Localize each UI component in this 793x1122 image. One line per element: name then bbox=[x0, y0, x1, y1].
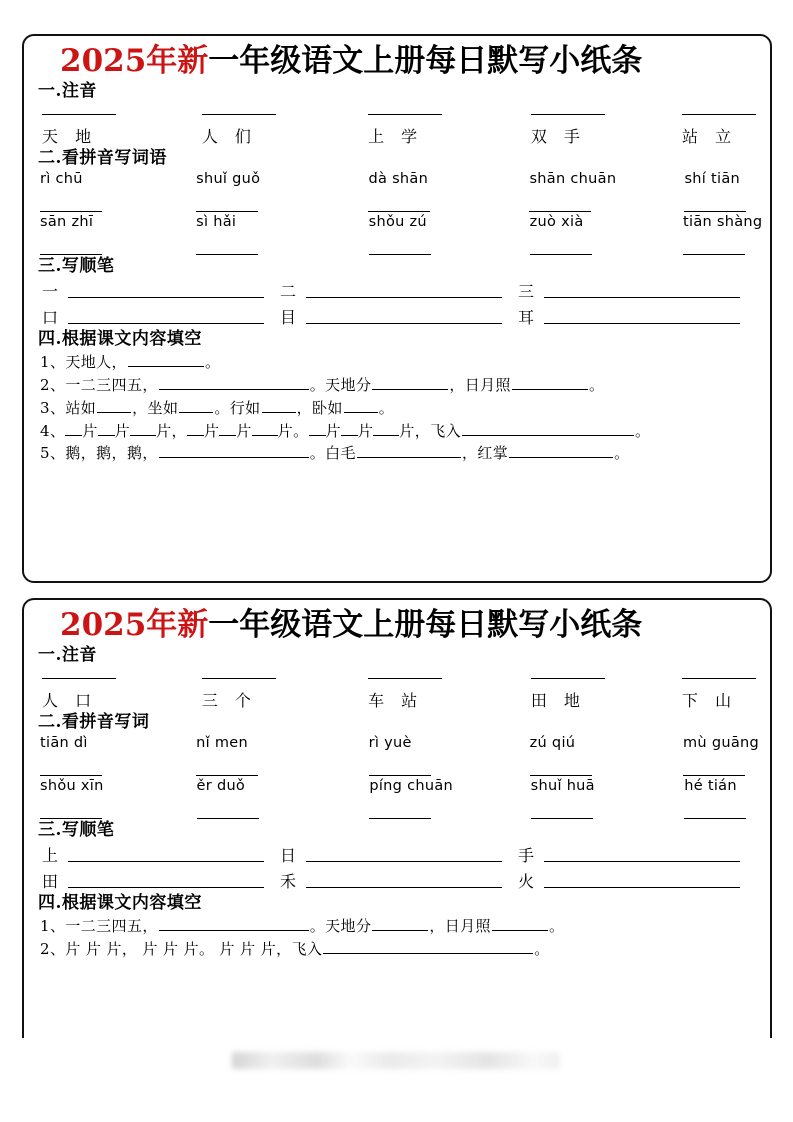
answer-blank[interactable] bbox=[344, 398, 378, 413]
pinyin-cell bbox=[612, 171, 756, 212]
pinyin-cell bbox=[183, 778, 326, 819]
zhuyin-cell bbox=[612, 114, 756, 147]
pinyin-write-rule[interactable] bbox=[202, 678, 276, 679]
item-text: 片 bbox=[114, 421, 131, 440]
pinyin-text: sì hǎi bbox=[196, 213, 237, 230]
stroke-write-line[interactable] bbox=[68, 297, 264, 298]
stroke-write-line[interactable] bbox=[544, 323, 740, 324]
item-text: ，日月照 bbox=[429, 917, 491, 936]
stroke-order-cell bbox=[42, 279, 280, 302]
stroke-character: 二 bbox=[280, 281, 297, 301]
stroke-order-cell bbox=[42, 843, 280, 866]
stroke-character: 田 bbox=[42, 871, 59, 891]
section-heading-fill-2: 四.根据课文内容填空 bbox=[38, 892, 202, 913]
pinyin-text: tiān dì bbox=[40, 734, 88, 751]
item-text: 。 bbox=[614, 444, 630, 463]
item-text: 片 bbox=[358, 421, 374, 440]
pinyin-write-rule[interactable] bbox=[531, 678, 605, 679]
zhuyin-word: 三 个 bbox=[201, 691, 257, 711]
item-text: 。 bbox=[378, 398, 395, 417]
item-text: 片。 bbox=[277, 421, 309, 440]
answer-blank[interactable] bbox=[309, 420, 326, 435]
section-heading-stroke-2: 三.写顺笔 bbox=[38, 819, 115, 840]
answer-blank[interactable] bbox=[492, 916, 548, 931]
pinyin-write-rule[interactable] bbox=[202, 114, 276, 115]
fill-blank-list-1 bbox=[38, 351, 756, 465]
title-year-prefix: 2025年新 bbox=[60, 607, 209, 643]
pinyin-cell bbox=[40, 171, 182, 212]
stroke-character: 日 bbox=[280, 845, 297, 865]
stroke-order-row bbox=[38, 279, 756, 302]
stroke-order-row bbox=[38, 305, 756, 328]
item-number: 3、 bbox=[40, 398, 66, 417]
zhuyin-word: 人 口 bbox=[42, 691, 98, 711]
character-write-line[interactable] bbox=[40, 818, 102, 819]
item-text: 一二三四五， bbox=[65, 376, 158, 395]
stroke-write-line[interactable] bbox=[306, 887, 502, 888]
zhuyin-cell bbox=[42, 114, 184, 147]
pinyin-cell bbox=[611, 734, 759, 776]
section-heading-zhuyin-1: 一.注音 bbox=[38, 80, 97, 101]
character-write-line[interactable] bbox=[684, 818, 746, 819]
answer-blank[interactable] bbox=[357, 443, 461, 458]
section-heading-stroke-1: 三.写顺笔 bbox=[38, 255, 115, 276]
item-number: 4、 bbox=[40, 421, 66, 440]
item-text: 。行如 bbox=[214, 398, 261, 417]
stroke-character: 手 bbox=[518, 845, 535, 865]
pinyin-cell bbox=[469, 778, 613, 819]
item-number: 1、 bbox=[40, 353, 66, 372]
stroke-character: 目 bbox=[280, 307, 297, 327]
answer-blank[interactable] bbox=[373, 420, 399, 435]
pinyin-cell bbox=[40, 735, 182, 776]
pinyin-row bbox=[38, 213, 763, 255]
pinyin-text: dà shān bbox=[368, 170, 429, 187]
stroke-write-line[interactable] bbox=[68, 323, 264, 324]
item-text: ，红掌 bbox=[461, 444, 509, 463]
item-text: ，卧如 bbox=[296, 398, 343, 417]
zhuyin-cell bbox=[469, 114, 612, 147]
character-write-line[interactable] bbox=[40, 254, 102, 255]
zhuyin-word: 站 立 bbox=[682, 127, 738, 147]
character-write-line[interactable] bbox=[369, 818, 431, 819]
stroke-order-cell bbox=[280, 869, 518, 892]
pinyin-cell bbox=[324, 171, 467, 212]
zhuyin-word: 天 地 bbox=[42, 127, 98, 147]
character-write-line[interactable] bbox=[683, 254, 745, 255]
answer-blank[interactable] bbox=[179, 398, 213, 413]
pinyin-cell bbox=[611, 213, 763, 255]
item-text: 片 bbox=[203, 421, 220, 440]
pinyin-write-rule[interactable] bbox=[682, 114, 756, 115]
pinyin-cell bbox=[468, 735, 611, 776]
character-write-line[interactable] bbox=[531, 818, 593, 819]
stroke-write-line[interactable] bbox=[544, 887, 740, 888]
stroke-write-line[interactable] bbox=[306, 861, 502, 862]
zhuyin-word: 田 地 bbox=[530, 691, 586, 711]
character-write-line[interactable] bbox=[530, 775, 592, 776]
item-text: 片，飞入 bbox=[399, 421, 462, 440]
answer-blank[interactable] bbox=[159, 443, 309, 458]
fill-blank-item bbox=[40, 374, 756, 397]
worksheet-card-2 bbox=[22, 598, 772, 1038]
zhuyin-cell bbox=[326, 114, 469, 147]
item-text: 。白毛 bbox=[309, 444, 356, 463]
character-write-line[interactable] bbox=[40, 211, 102, 212]
pinyin-text: zuò xià bbox=[529, 213, 584, 230]
item-text: ，坐如 bbox=[132, 398, 179, 417]
character-write-line[interactable] bbox=[684, 211, 746, 212]
pinyin-cell bbox=[612, 778, 756, 819]
stroke-character: 上 bbox=[42, 845, 59, 865]
answer-blank[interactable] bbox=[462, 420, 634, 435]
zhuyin-word: 双 手 bbox=[530, 127, 586, 147]
stroke-write-line[interactable] bbox=[68, 887, 264, 888]
character-write-line[interactable] bbox=[40, 775, 102, 776]
pinyin-cell bbox=[182, 735, 324, 776]
pinyin-cell bbox=[325, 778, 468, 819]
stroke-order-row bbox=[38, 869, 756, 892]
item-number: 2、 bbox=[40, 376, 66, 395]
answer-blank[interactable] bbox=[130, 420, 156, 435]
answer-blank[interactable] bbox=[159, 375, 309, 390]
item-text: 鹅，鹅，鹅， bbox=[65, 444, 158, 463]
pinyin-text: tiān shàng bbox=[683, 213, 763, 230]
stroke-order-row bbox=[38, 843, 756, 866]
answer-blank[interactable] bbox=[512, 375, 588, 390]
pinyin-block-row2-1 bbox=[38, 213, 763, 255]
item-text: 天地人， bbox=[65, 353, 127, 372]
title-main: 一年级语文上册每日默写小纸条 bbox=[208, 43, 643, 79]
pinyin-row bbox=[38, 778, 756, 819]
blurred-watermark bbox=[232, 1052, 560, 1069]
item-number: 1、 bbox=[40, 917, 66, 936]
stroke-order-cell bbox=[518, 305, 756, 328]
worksheet-title-2 bbox=[38, 608, 756, 643]
pinyin-cell bbox=[468, 214, 611, 255]
pinyin-cell bbox=[40, 778, 183, 819]
fill-blank-item bbox=[40, 351, 756, 374]
stroke-write-line[interactable] bbox=[68, 861, 264, 862]
character-write-line[interactable] bbox=[530, 254, 592, 255]
answer-blank[interactable] bbox=[65, 420, 82, 435]
pinyin-text: shí tiān bbox=[684, 170, 741, 187]
item-text: 。 bbox=[588, 376, 605, 395]
answer-blank[interactable] bbox=[262, 398, 296, 413]
zhuyin-cell bbox=[42, 678, 184, 711]
worksheet-title-1 bbox=[38, 44, 756, 79]
stroke-order-cell bbox=[518, 279, 756, 302]
zhuyin-cell bbox=[612, 678, 756, 711]
section-heading-zhuyin-2: 一.注音 bbox=[38, 644, 97, 665]
answer-blank[interactable] bbox=[252, 420, 278, 435]
zhuyin-cell bbox=[184, 114, 326, 147]
zhuyin-word-row-1 bbox=[38, 114, 756, 147]
stroke-character: 一 bbox=[42, 281, 59, 301]
answer-blank[interactable] bbox=[128, 352, 204, 367]
pinyin-text: shǒu xīn bbox=[40, 777, 104, 794]
answer-blank[interactable] bbox=[509, 443, 613, 458]
answer-blank[interactable] bbox=[159, 916, 309, 931]
item-text: 。 bbox=[635, 421, 651, 440]
character-write-line[interactable] bbox=[196, 775, 258, 776]
fill-blank-item bbox=[40, 442, 756, 465]
pinyin-write-rule[interactable] bbox=[42, 114, 116, 115]
item-text: 片 bbox=[325, 421, 341, 440]
pinyin-text: shān chuān bbox=[529, 170, 617, 187]
answer-blank[interactable] bbox=[372, 375, 448, 390]
pinyin-text: shǒu zú bbox=[368, 213, 427, 230]
section-heading-pinyin-2: 二.看拼音写词 bbox=[38, 712, 150, 733]
character-write-line[interactable] bbox=[196, 254, 258, 255]
pinyin-cell bbox=[325, 735, 468, 776]
stroke-order-cell bbox=[518, 869, 756, 892]
answer-blank[interactable] bbox=[341, 420, 358, 435]
answer-blank[interactable] bbox=[219, 420, 236, 435]
stroke-order-cell bbox=[42, 305, 280, 328]
stroke-order-cell bbox=[518, 843, 756, 866]
item-text: 片 bbox=[236, 421, 252, 440]
zhuyin-word: 上 学 bbox=[368, 127, 424, 147]
item-text: 。 bbox=[204, 353, 221, 372]
zhuyin-cell bbox=[326, 678, 469, 711]
section-heading-fill-1: 四.根据课文内容填空 bbox=[38, 328, 202, 349]
stroke-order-cell bbox=[42, 869, 280, 892]
stroke-write-line[interactable] bbox=[544, 861, 740, 862]
pinyin-row bbox=[38, 171, 756, 212]
answer-blank[interactable] bbox=[97, 398, 131, 413]
character-write-line[interactable] bbox=[369, 254, 431, 255]
pinyin-text: sān zhī bbox=[40, 213, 94, 230]
stroke-write-line[interactable] bbox=[544, 297, 740, 298]
item-text: 。 bbox=[548, 917, 565, 936]
pinyin-block-row1-1 bbox=[38, 171, 756, 212]
pinyin-block-row1-2 bbox=[38, 734, 759, 776]
stroke-order-cell bbox=[280, 279, 518, 302]
stroke-write-line[interactable] bbox=[306, 297, 502, 298]
pinyin-text: hé tián bbox=[684, 777, 737, 794]
item-text: 一二三四五， bbox=[65, 917, 158, 936]
pinyin-text: píng chuān bbox=[369, 777, 453, 794]
stroke-character: 口 bbox=[42, 307, 59, 327]
pinyin-block-row2-2 bbox=[38, 778, 756, 819]
stroke-write-line[interactable] bbox=[306, 323, 502, 324]
zhuyin-word: 下 山 bbox=[682, 691, 738, 711]
fill-blank-item bbox=[40, 420, 756, 443]
answer-blank[interactable] bbox=[98, 420, 115, 435]
pinyin-write-rule[interactable] bbox=[682, 678, 756, 679]
stroke-character: 禾 bbox=[280, 871, 297, 891]
section-heading-pinyin-1: 二.看拼音写词语 bbox=[38, 148, 167, 169]
pinyin-cell bbox=[40, 214, 182, 255]
stroke-character: 耳 bbox=[518, 307, 535, 327]
pinyin-text: shuǐ guǒ bbox=[196, 170, 261, 187]
stroke-character: 火 bbox=[518, 871, 535, 891]
item-text: ，日月照 bbox=[449, 376, 511, 395]
character-write-line[interactable] bbox=[683, 775, 745, 776]
stroke-order-cell bbox=[280, 843, 518, 866]
pinyin-text: ěr duǒ bbox=[196, 777, 246, 794]
item-text: 片， bbox=[156, 421, 187, 440]
zhuyin-word: 车 站 bbox=[368, 691, 424, 711]
item-text: 。天地分 bbox=[309, 917, 372, 936]
fill-blank-list-2 bbox=[38, 915, 756, 961]
item-text: 片 片 片， 片 片 片。 片 片 片，飞入 bbox=[65, 940, 323, 959]
item-text: 站如 bbox=[65, 398, 97, 417]
character-write-line[interactable] bbox=[368, 211, 430, 212]
worksheet-card-1 bbox=[22, 34, 772, 583]
item-number: 5、 bbox=[40, 444, 66, 463]
item-number: 2、 bbox=[40, 940, 66, 959]
character-write-line[interactable] bbox=[196, 211, 258, 212]
pinyin-text: rì yuè bbox=[368, 734, 412, 751]
pinyin-write-rule[interactable] bbox=[368, 678, 442, 679]
zhuyin-cell bbox=[469, 678, 612, 711]
item-text: 片 bbox=[82, 421, 98, 440]
item-text: 。 bbox=[534, 940, 550, 959]
character-write-line[interactable] bbox=[529, 211, 591, 212]
fill-blank-item bbox=[40, 938, 756, 961]
answer-blank[interactable] bbox=[187, 420, 204, 435]
pinyin-write-rule[interactable] bbox=[368, 114, 442, 115]
pinyin-text: zú qiú bbox=[529, 734, 576, 751]
character-write-line[interactable] bbox=[369, 775, 431, 776]
answer-blank[interactable] bbox=[372, 916, 428, 931]
fill-blank-item bbox=[40, 915, 756, 938]
stroke-character: 三 bbox=[518, 281, 535, 301]
zhuyin-word-row-2 bbox=[38, 678, 756, 711]
pinyin-text: mù guāng bbox=[683, 734, 759, 751]
pinyin-cell bbox=[182, 171, 324, 212]
pinyin-write-rule[interactable] bbox=[42, 678, 116, 679]
pinyin-text: shuǐ huā bbox=[530, 777, 595, 794]
pinyin-row bbox=[38, 734, 759, 776]
title-main: 一年级语文上册每日默写小纸条 bbox=[208, 607, 643, 643]
title-year-prefix: 2025年新 bbox=[60, 43, 209, 79]
character-write-line[interactable] bbox=[197, 818, 259, 819]
pinyin-text: nǐ men bbox=[196, 734, 249, 751]
pinyin-cell bbox=[325, 214, 468, 255]
pinyin-text: rì chū bbox=[40, 170, 83, 187]
stroke-order-cell bbox=[280, 305, 518, 328]
pinyin-write-rule[interactable] bbox=[531, 114, 605, 115]
pinyin-cell bbox=[182, 214, 324, 255]
zhuyin-cell bbox=[184, 678, 326, 711]
item-text: 。天地分 bbox=[309, 376, 372, 395]
answer-blank[interactable] bbox=[323, 939, 533, 954]
pinyin-cell bbox=[467, 170, 617, 212]
fill-blank-item bbox=[40, 397, 756, 420]
zhuyin-word: 人 们 bbox=[201, 127, 257, 147]
